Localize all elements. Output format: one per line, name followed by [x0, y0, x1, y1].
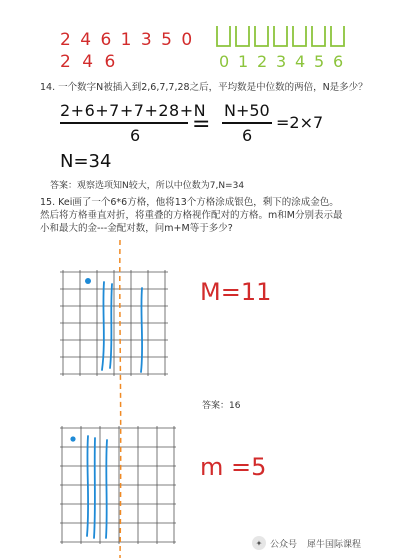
watermark-right: 犀牛国际课程 [307, 539, 362, 550]
top-scribble-row1: 2 4 6 1 3 5 0 [60, 30, 195, 50]
digit-5: 5 [314, 52, 325, 71]
q14-work-denominator: 6 [130, 126, 141, 145]
q14-work-right-numerator: N+50 [224, 101, 270, 120]
q14-work-rhs: =2×7 [276, 113, 324, 132]
q15-note-max: M=11 [200, 278, 272, 306]
q15-question-line3: 小和最大的金---金配对数，问m+M等于多少? [40, 223, 233, 234]
q14-fraction-bar-right [222, 122, 272, 124]
q14-question: 14. 一个数字N被插入到2,6,7,7,28之后，平均数是中位数的两倍，N是多少？ [40, 82, 368, 93]
watermark [252, 536, 361, 550]
q14-fraction-bar-left [60, 122, 188, 124]
q14-work-numerator: 2+6+7+7+28+N [60, 101, 207, 120]
digit-6: 6 [333, 52, 344, 71]
fold-line [110, 240, 130, 558]
q15-answer: 答案：16 [202, 401, 241, 411]
digit-2: 2 [257, 52, 268, 71]
q15-question-line2: 然后将方格垂直对折，将重叠的方格视作配对的方格。m和M分别表示最 [40, 210, 343, 221]
wechat-icon: ✦ [252, 536, 266, 550]
digit-0: 0 [219, 52, 230, 71]
digit-1: 1 [238, 52, 249, 71]
q14-work-right-denominator: 6 [242, 126, 253, 145]
digit-3: 3 [276, 52, 287, 71]
q15-note-min: m =5 [200, 453, 267, 481]
q14-equals-sign: = [192, 112, 211, 137]
digit-4: 4 [295, 52, 306, 71]
top-scribble-row2: 2 4 6 [60, 52, 119, 72]
q14-result: N=34 [60, 151, 112, 172]
q14-answer: 答案：观察选项知N较大，所以中位数为7,N=34 [50, 181, 245, 191]
watermark-left: 公众号 [270, 539, 298, 550]
q15-question-line1: 15. Kei画了一个6*6方格，他将13个方格涂成银色，剩下的涂成金色。 [40, 197, 339, 208]
